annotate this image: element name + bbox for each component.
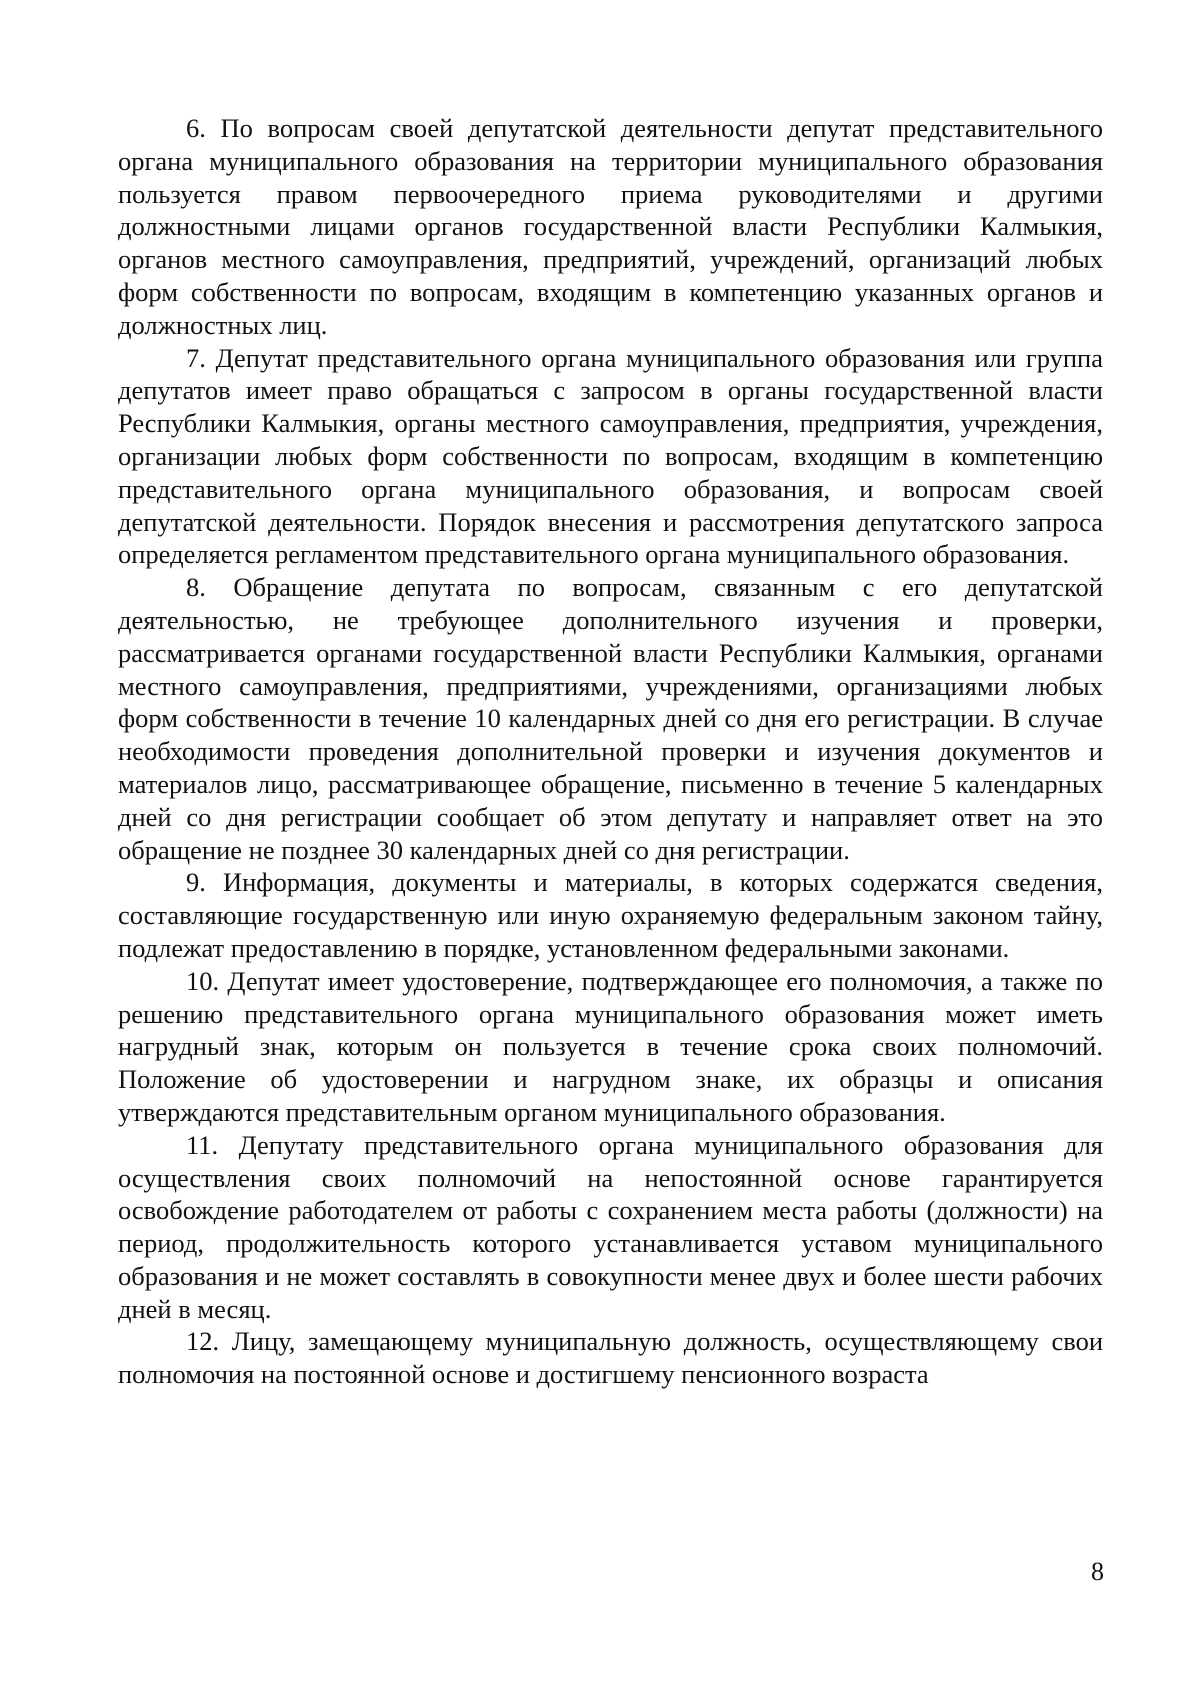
paragraph-12: 12. Лицу, замещающему муниципальную должность, осуществляющему свои полномочия на постоянной основе и достигшему пенсионного возраста (118, 1326, 1103, 1390)
paragraph-6: 6. По вопросам своей депутатской деятельности депутат представительного органа муниципального образования на территории муниципального образования пользуется правом первоочередного приема руководителями и другими должностными лицами органов государственной власти Республики Калмыкия, органов местного самоуправления, предприятий, учреждений, организаций любых форм собственности по вопросам, входящим в компетенцию указанных органов и должностных лиц. (118, 113, 1103, 340)
paragraph-10: 10. Депутат имеет удостоверение, подтверждающее его полномочия, а также по решению представительного органа муниципального образования может иметь нагрудный знак, которым он пользуется в течение срока своих полномочий. Положение об удостоверении и нагрудном знаке, их образцы и описания утверждаются представительным органом муниципального образования. (118, 965, 1103, 1127)
paragraph-8: 8. Обращение депутата по вопросам, связанным с его депутатской деятельностью, не требующее дополнительного изучения и проверки, рассматривается органами государственной власти Республики Калмыкия, органами местного самоуправления, предприятиями, учреждениями, организациями любых форм собственности в течение 10 календарных дней со дня его регистрации. В случае необходимости проведения дополнительной проверки и изучения документов и материалов лицо, рассматривающее обращение, письменно в течение 5 календарных дней со дня регистрации сообщает об этом депутату и направляет ответ на это обращение не позднее 30 календарных дней со дня регистрации. (118, 572, 1103, 865)
document-body (118, 112, 1103, 1391)
page-number: 8 (1091, 1557, 1104, 1586)
paragraph-9: 9. Информация, документы и материалы, в которых содержатся сведения, составляющие государственную или иную охраняемую федеральным законом тайну, подлежат предоставлению в порядке, установленном федеральными законами. (118, 867, 1103, 963)
paragraph-11: 11. Депутату представительного органа муниципального образования для осуществления своих полномочий на непостоянной основе гарантируется освобождение работодателем от работы с сохранением места работы (должности) на период, продолжительность которого устанавливается уставом муниципального образования и не может составлять в совокупности менее двух и более шести рабочих дней в месяц. (118, 1129, 1103, 1324)
paragraph-7: 7. Депутат представительного органа муниципального образования или группа депутатов имеет право обращаться с запросом в органы государственной власти Республики Калмыкия, органы местного самоуправления, предприятия, учреждения, организации любых форм собственности по вопросам, входящим в компетенцию представительного органа муниципального образования, и вопросам своей депутатской деятельности. Порядок внесения и рассмотрения депутатского запроса определяется регламентом представительного органа муниципального образования. (118, 342, 1103, 570)
